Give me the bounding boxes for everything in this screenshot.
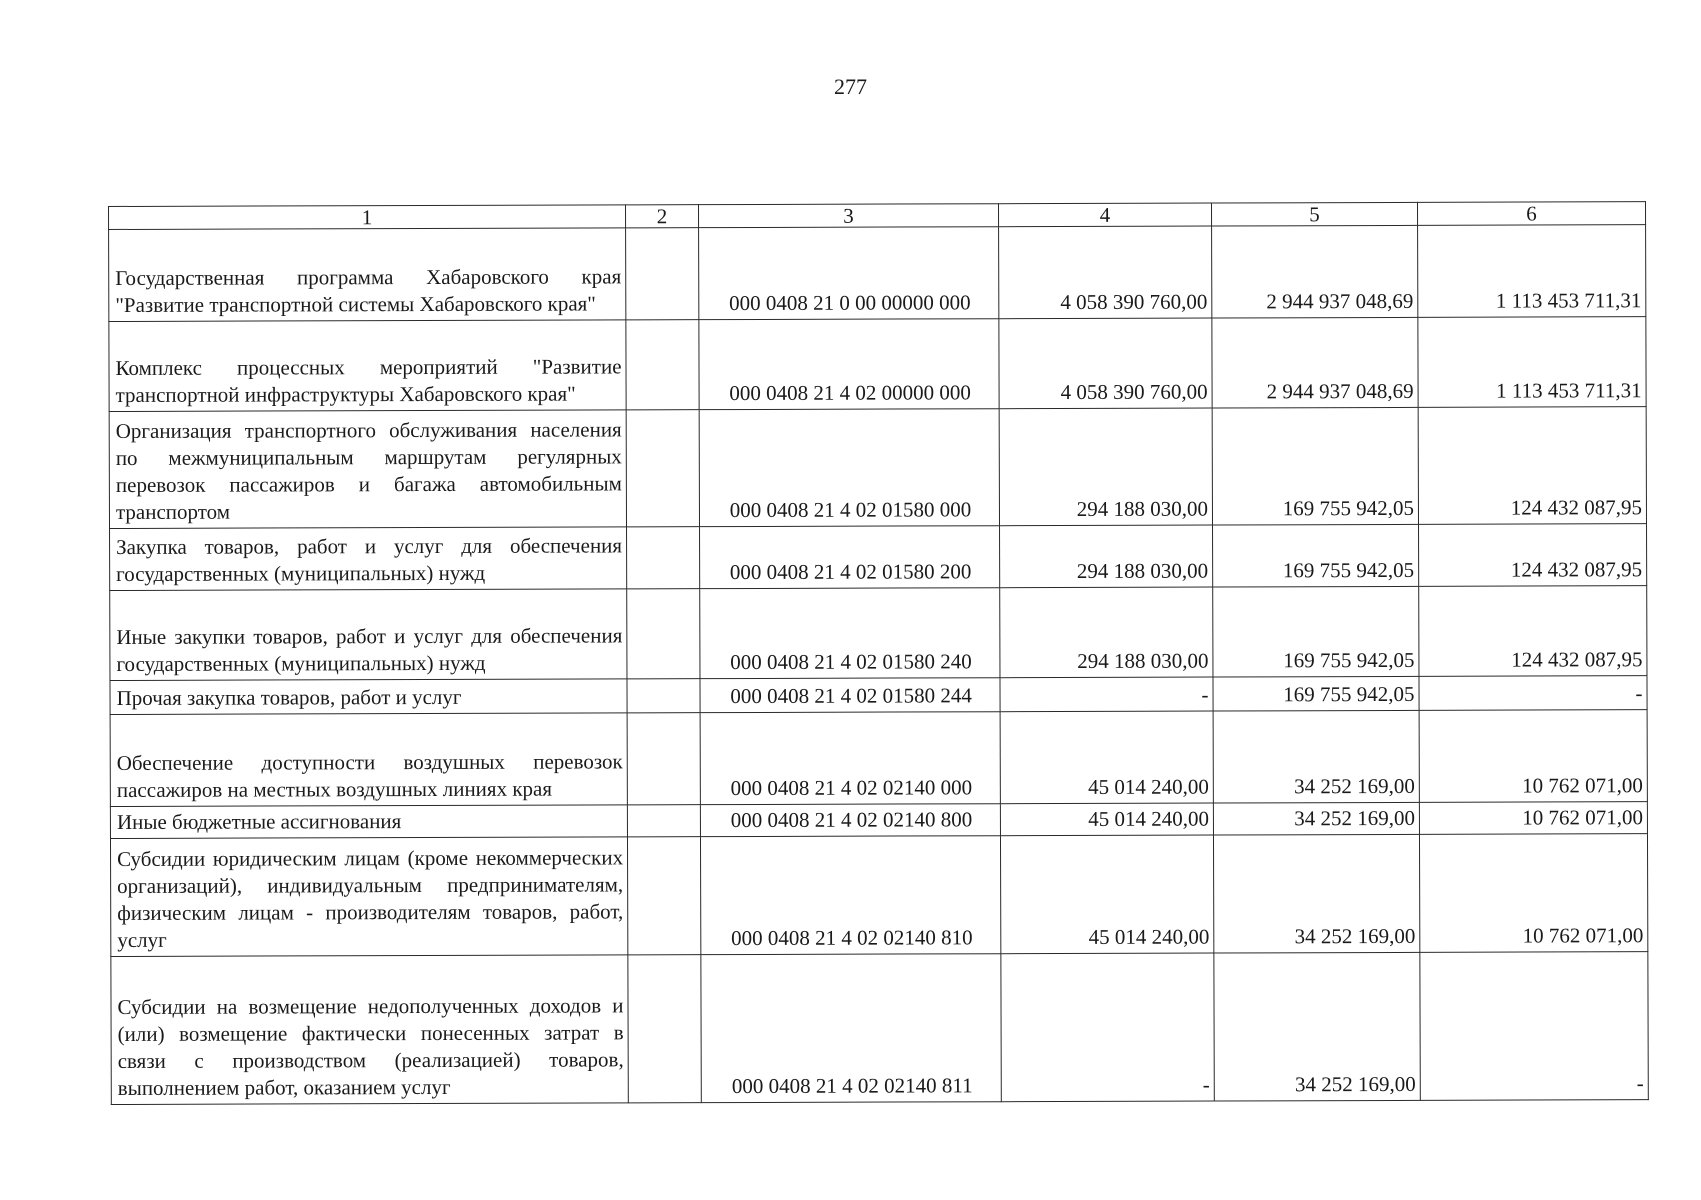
row-col4: 294 188 030,00 xyxy=(1000,525,1213,588)
row-name: Прочая закупка товаров, работ и услуг xyxy=(110,679,627,715)
row-col4: 45 014 240,00 xyxy=(1000,803,1213,836)
row-name: Иные закупки товаров, работ и услуг для обеспечения государственных (муниципальных) нужд xyxy=(110,589,627,681)
row-col2 xyxy=(627,837,700,955)
row-col6: 124 432 087,95 xyxy=(1418,407,1646,525)
row-col4: 45 014 240,00 xyxy=(1000,711,1213,804)
row-code: 000 0408 21 0 00 00000 000 xyxy=(699,227,999,320)
row-code: 000 0408 21 4 02 00000 000 xyxy=(699,319,999,410)
row-col5: 34 252 169,00 xyxy=(1214,952,1420,1101)
row-code: 000 0408 21 4 02 02140 000 xyxy=(700,712,1000,805)
row-name: Субсидии юридическим лицам (кроме некоммерческих организаций), индивидуальным предпринимателям, физическим лицам - производителям товаров, работ, услуг xyxy=(110,837,627,957)
row-col2 xyxy=(626,228,699,320)
row-name: Комплекс процессных мероприятий "Развитие транспортной инфраструктуры Хабаровского края" xyxy=(109,320,626,412)
row-col2 xyxy=(627,679,700,713)
row-code: 000 0408 21 4 02 01580 200 xyxy=(700,526,1000,589)
row-col4: 294 188 030,00 xyxy=(1000,587,1213,678)
table-row xyxy=(109,407,1646,529)
row-col5: 34 252 169,00 xyxy=(1213,710,1419,803)
row-col6: 10 762 071,00 xyxy=(1419,802,1647,835)
row-code: 000 0408 21 4 02 02140 800 xyxy=(700,804,1000,837)
row-col6: 10 762 071,00 xyxy=(1419,834,1647,953)
table-row xyxy=(109,225,1646,322)
row-col4: 4 058 390 760,00 xyxy=(999,318,1212,409)
row-col5: 2 944 937 048,69 xyxy=(1212,317,1418,408)
row-name: Обеспечение доступности воздушных перевозок пассажиров на местных воздушных линиях края xyxy=(110,713,627,807)
row-col2 xyxy=(627,713,700,805)
row-col4: - xyxy=(1000,677,1213,712)
table-row xyxy=(110,802,1647,839)
column-header-5: 5 xyxy=(1211,202,1417,226)
row-col4: 45 014 240,00 xyxy=(1000,835,1213,954)
row-col6: 1 113 453 711,31 xyxy=(1418,317,1646,408)
row-col5: 2 944 937 048,69 xyxy=(1212,225,1418,318)
row-col5: 34 252 169,00 xyxy=(1213,802,1419,835)
row-col5: 169 755 942,05 xyxy=(1213,676,1419,711)
row-code: 000 0408 21 4 02 02140 811 xyxy=(701,954,1001,1103)
row-name: Субсидии на возмещение недополученных доходов и (или) возмещение фактически понесенных затрат в связи с производством (реализацией) товаров, выполнением работ, оказанием услуг xyxy=(111,955,628,1105)
row-name: Закупка товаров, работ и услуг для обеспечения государственных (муниципальных) нужд xyxy=(110,527,627,591)
row-col4: 4 058 390 760,00 xyxy=(999,226,1212,319)
row-code: 000 0408 21 4 02 01580 000 xyxy=(699,409,999,527)
row-col6: - xyxy=(1420,952,1648,1101)
column-header-4: 4 xyxy=(998,203,1211,227)
row-col6: 124 432 087,95 xyxy=(1419,524,1647,587)
column-header-6: 6 xyxy=(1417,202,1645,226)
row-col2 xyxy=(626,320,699,410)
row-col2 xyxy=(626,410,699,527)
row-col2 xyxy=(628,955,701,1103)
row-name: Иные бюджетные ассигнования xyxy=(110,805,627,839)
row-code: 000 0408 21 4 02 01580 244 xyxy=(700,678,1000,713)
table-row xyxy=(111,952,1648,1105)
table-row xyxy=(109,317,1646,412)
row-name: Государственная программа Хабаровского края "Развитие транспортной системы Хабаровского края" xyxy=(109,228,626,322)
table-row xyxy=(110,676,1647,715)
page-number: 277 xyxy=(834,74,867,99)
column-header-2: 2 xyxy=(625,205,698,228)
row-col2 xyxy=(627,805,700,837)
row-col5: 169 755 942,05 xyxy=(1213,586,1419,677)
row-code: 000 0408 21 4 02 02140 810 xyxy=(700,836,1000,955)
row-col4: - xyxy=(1001,953,1214,1102)
table-row xyxy=(110,710,1647,807)
row-col4: 294 188 030,00 xyxy=(999,408,1212,526)
row-col2 xyxy=(627,527,700,589)
table-row xyxy=(110,834,1647,957)
table-row xyxy=(110,586,1647,681)
row-col6: 124 432 087,95 xyxy=(1419,586,1647,677)
row-col5: 34 252 169,00 xyxy=(1213,834,1419,953)
row-col6: - xyxy=(1419,676,1647,711)
row-col6: 1 113 453 711,31 xyxy=(1418,225,1646,318)
column-header-3: 3 xyxy=(698,204,998,228)
row-col2 xyxy=(627,589,700,679)
row-col5: 169 755 942,05 xyxy=(1213,524,1419,587)
row-code: 000 0408 21 4 02 01580 240 xyxy=(700,588,1000,679)
column-header-1: 1 xyxy=(109,205,626,230)
table-row xyxy=(110,524,1647,591)
row-name: Организация транспортного обслуживания населения по межмуниципальным маршрутам регулярных перевозок пассажиров и багажа автомобильным транспортом xyxy=(109,410,626,529)
row-col6: 10 762 071,00 xyxy=(1419,710,1647,803)
budget-table xyxy=(108,201,1649,1105)
row-col5: 169 755 942,05 xyxy=(1212,407,1418,525)
